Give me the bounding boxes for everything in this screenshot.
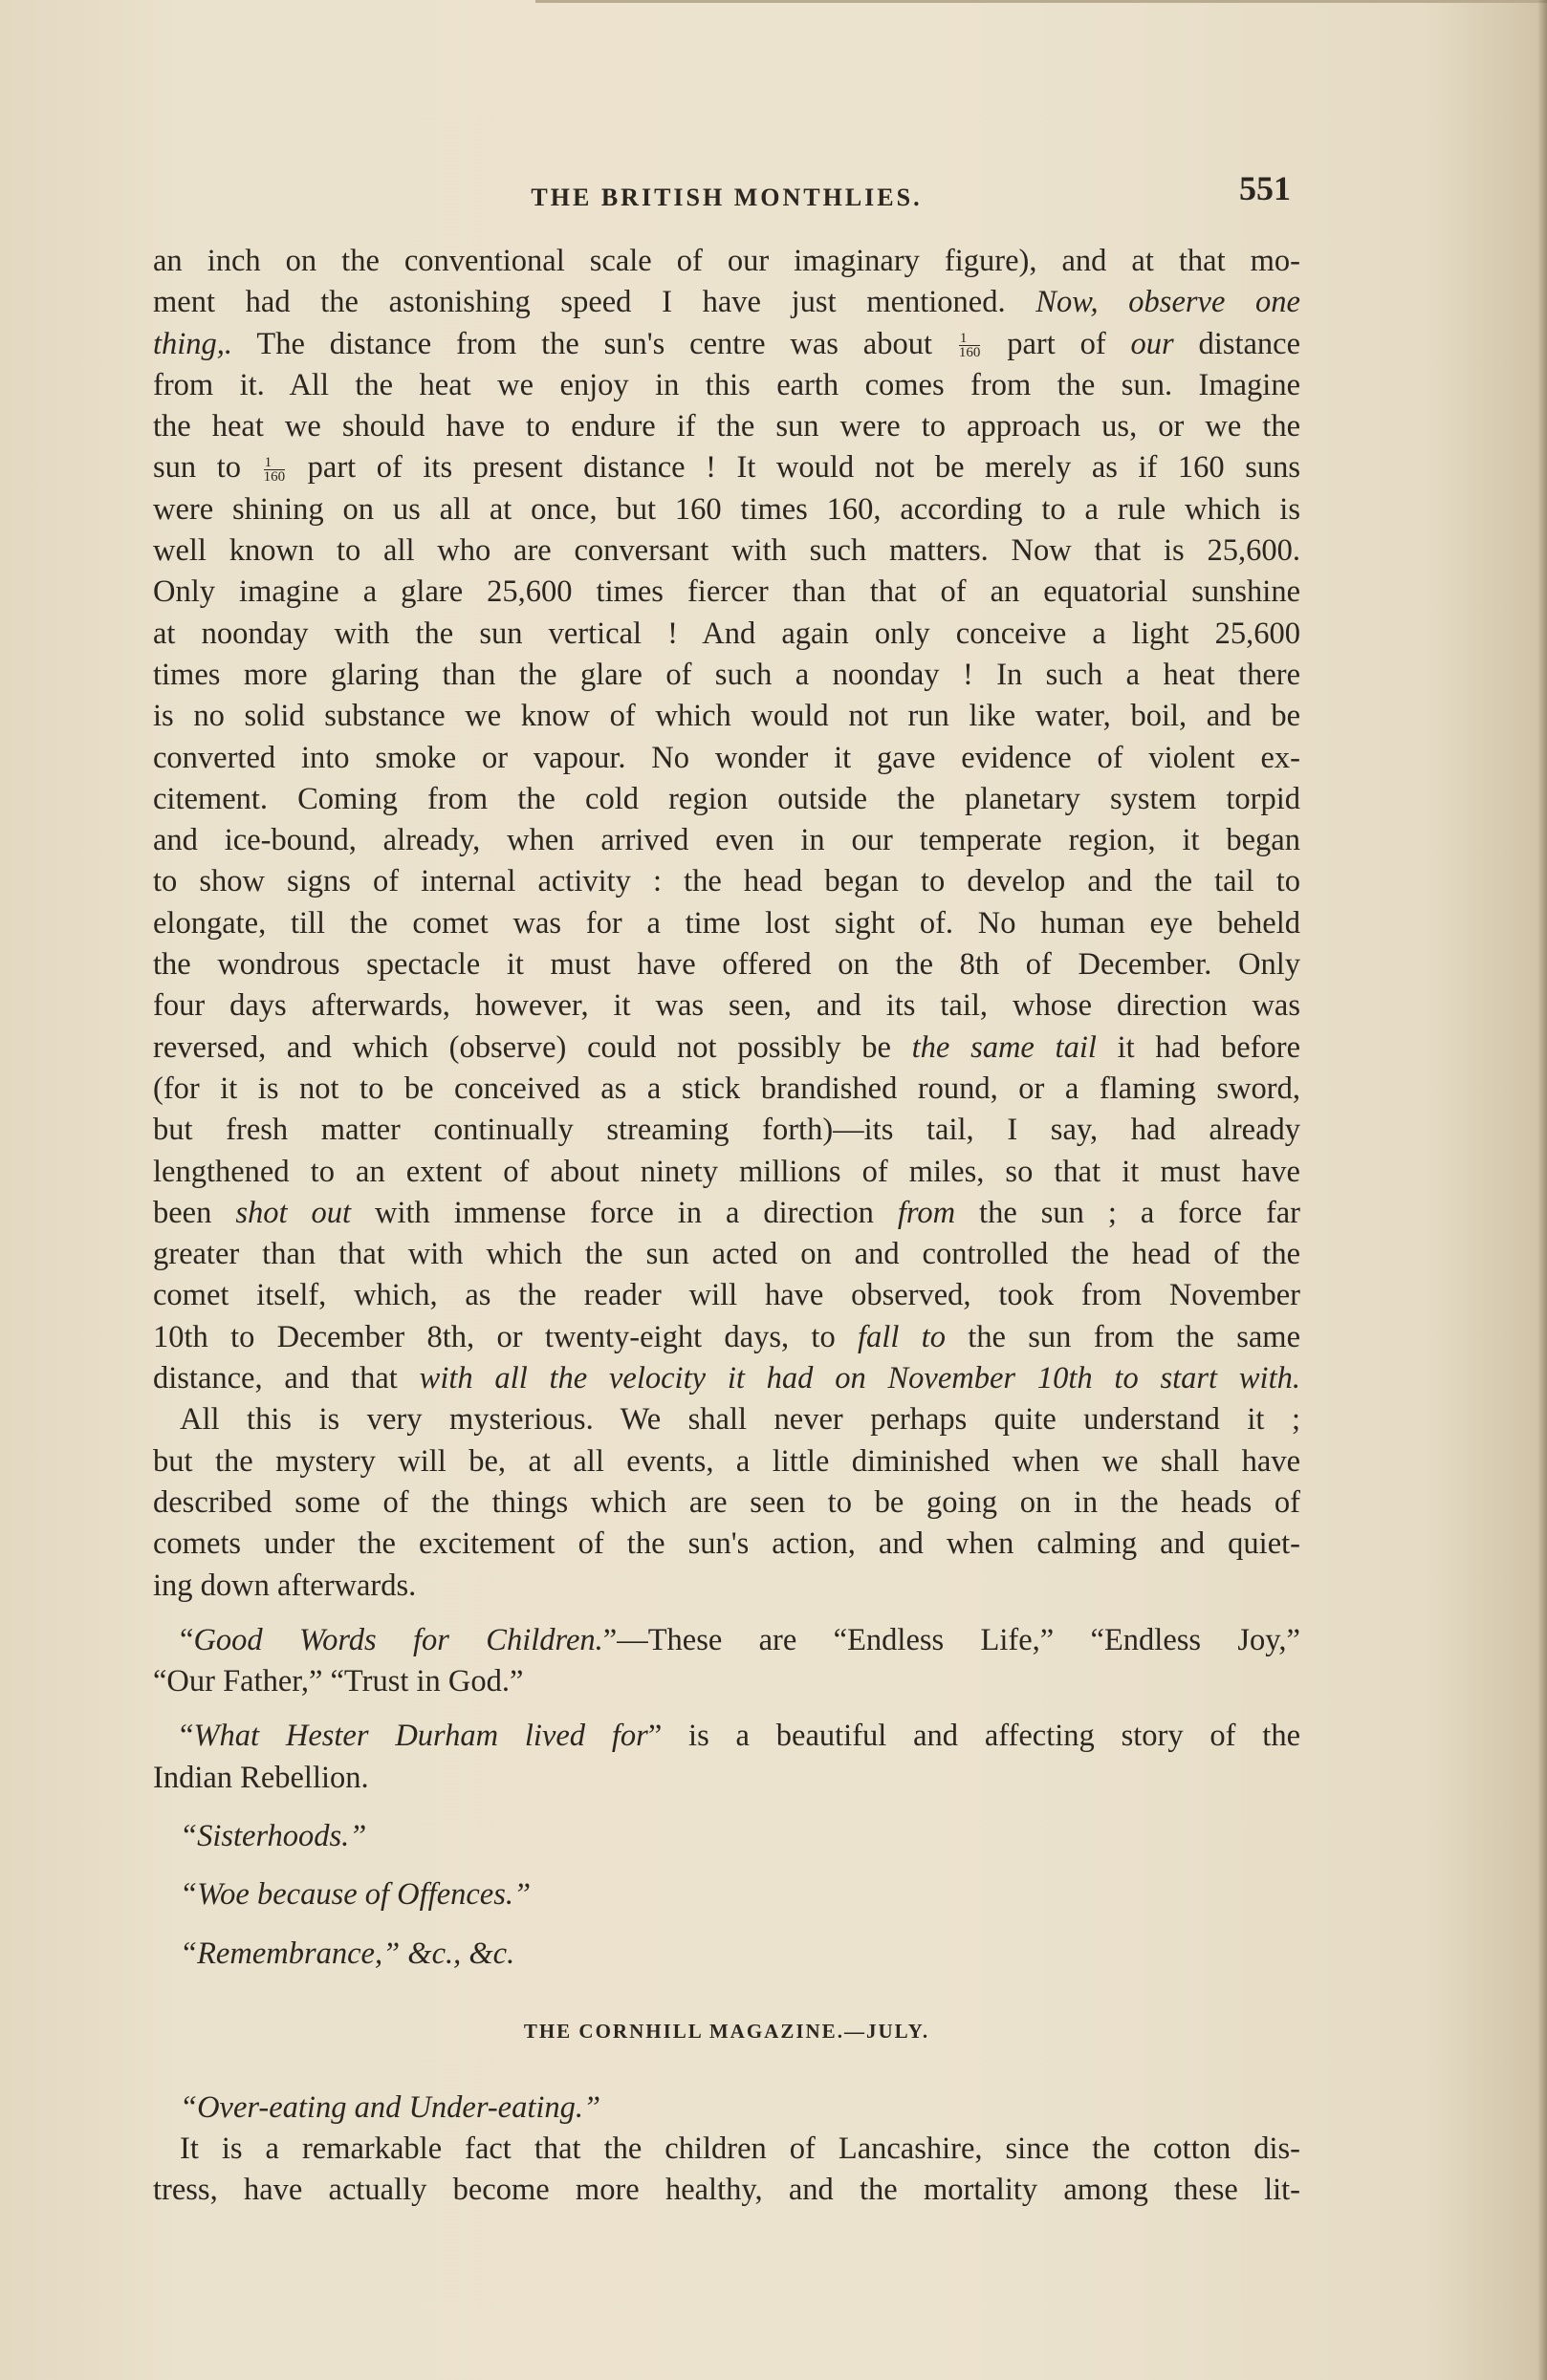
text-line: 10th to December 8th, or twenty-eight days, to fall to the sun from the same <box>153 1319 1301 1354</box>
item-sisterhoods <box>153 1816 1300 1857</box>
text-line: thing,. The distance from the sun's centre was about $\frac{1}{160}$ part of our distance <box>153 326 1301 361</box>
text-line: It is a remarkable fact that the children of Lancashire, since the cotton dis- <box>180 2131 1300 2167</box>
item-good-words <box>153 1620 1300 1703</box>
text-line: were shining on us all at once, but 160 times 160, according to a rule which is <box>153 491 1300 527</box>
text-line: the heat we should have to endure if the sun were to approach us, or we the <box>153 409 1300 444</box>
text-line: “Sisterhoods.” <box>180 1818 367 1853</box>
fraction-one-160: $\frac{1}{160}$ <box>263 455 286 486</box>
text-line: citement. Coming from the cold region outside the planetary system torpid <box>153 781 1300 816</box>
text-line: reversed, and which (observe) could not possibly be the same tail it had before <box>153 1029 1300 1065</box>
text-line: at noonday with the sun vertical ! And again only conceive a light 25,600 <box>153 616 1300 651</box>
text-line: ment had the astonishing speed I have just mentioned. Now, observe one <box>153 285 1300 320</box>
item-over-eating <box>153 2088 1300 2129</box>
text-line: Indian Rebellion. <box>153 1760 369 1795</box>
text-line: “Woe because of Offences.” <box>180 1877 532 1913</box>
page-edge-shadow <box>1537 0 1547 2380</box>
text-line: “What Hester Durham lived for” is a beautiful and affecting story of the <box>180 1719 1300 1754</box>
text-line: lengthened to an extent of about ninety millions of miles, so that it must have <box>153 1154 1300 1189</box>
text-line: (for it is not to be conceived as a stick brandished round, or a flaming sword, <box>153 1071 1300 1106</box>
paragraph-comet <box>153 241 1300 1399</box>
paragraph-lancashire <box>153 2129 1300 2212</box>
text-line: to show signs of internal activity : the head began to develop and the tail to <box>153 864 1300 899</box>
text-line: “Remembrance,” &c., &c. <box>180 1936 515 1971</box>
text-line: is no solid substance we know of which would not run like water, boil, and be <box>153 699 1300 734</box>
text-line: greater than that with which the sun acted on and controlled the head of the <box>153 1237 1300 1272</box>
text-line: but fresh matter continually streaming forth)—its tail, I say, had already <box>153 1113 1300 1148</box>
paragraph-mystery <box>153 1399 1300 1606</box>
text-line: been shot out with immense force in a direction from the sun ; a force far <box>153 1195 1301 1230</box>
text-line: Only imagine a glare 25,600 times fiercer than that of an equatorial sunshine <box>153 574 1300 610</box>
text-line: an inch on the conventional scale of our imaginary figure), and at that mo- <box>153 244 1300 278</box>
text-line: tress, have actually become more healthy, and the mortality among these lit- <box>153 2173 1300 2208</box>
text-line: and ice-bound, already, when arrived even in our temperate region, it began <box>153 823 1300 858</box>
item-hester-durham <box>153 1716 1300 1799</box>
page-number: 551 <box>1239 169 1291 207</box>
text-line: distance, and that with all the velocity it had on November 10th to start with. <box>153 1361 1300 1396</box>
text-line: elongate, till the comet was for a time lost sight of. No human eye beheld <box>153 905 1300 941</box>
fraction-one-160: $\frac{1}{160}$ <box>958 331 981 361</box>
running-head: THE BRITISH MONTHLIES. <box>531 184 923 211</box>
section-heading: THE CORNHILL MAGAZINE.—JULY. <box>523 2019 930 2043</box>
text-line: comets under the excitement of the sun's action, and when calming and quiet- <box>153 1526 1300 1562</box>
text-line: four days afterwards, however, it was seen, and its tail, whose direction was <box>153 988 1300 1024</box>
text-line: converted into smoke or vapour. No wonder it gave evidence of violent ex- <box>153 740 1300 775</box>
text-line: well known to all who are conversant with such matters. Now that is 25,600. <box>153 533 1300 569</box>
page-body <box>153 241 1300 2212</box>
text-line: sun to $\frac{1}{160}$ part of its present distance ! It would not be merely as if 160 suns <box>153 450 1301 486</box>
text-line: ing down afterwards. <box>153 1568 417 1603</box>
item-woe-because <box>153 1874 1300 1915</box>
text-line: but the mystery will be, at all events, a little diminished when we shall have <box>153 1443 1300 1479</box>
page-top-edge <box>535 0 1547 3</box>
text-line: described some of the things which are seen to be going on in the heads of <box>153 1484 1300 1520</box>
text-line: the wondrous spectacle it must have offered on the 8th of December. Only <box>153 947 1300 983</box>
text-line: “Good Words for Children.”—These are “Endless Life,” “Endless Joy,” <box>180 1622 1300 1657</box>
text-line: “Over-eating and Under-eating.” <box>180 2089 601 2125</box>
text-line: All this is very mysterious. We shall never perhaps quite understand it ; <box>180 1402 1300 1438</box>
text-line: comet itself, which, as the reader will have observed, took from November <box>153 1278 1300 1313</box>
item-remembrance <box>153 1934 1300 1975</box>
page-header <box>153 162 1300 220</box>
text-line: from it. All the heat we enjoy in this earth comes from the sun. Imagine <box>153 367 1300 402</box>
text-line: “Our Father,” “Trust in God.” <box>153 1664 524 1699</box>
text-line: times more glaring than the glare of such a noonday ! In such a heat there <box>153 657 1300 692</box>
